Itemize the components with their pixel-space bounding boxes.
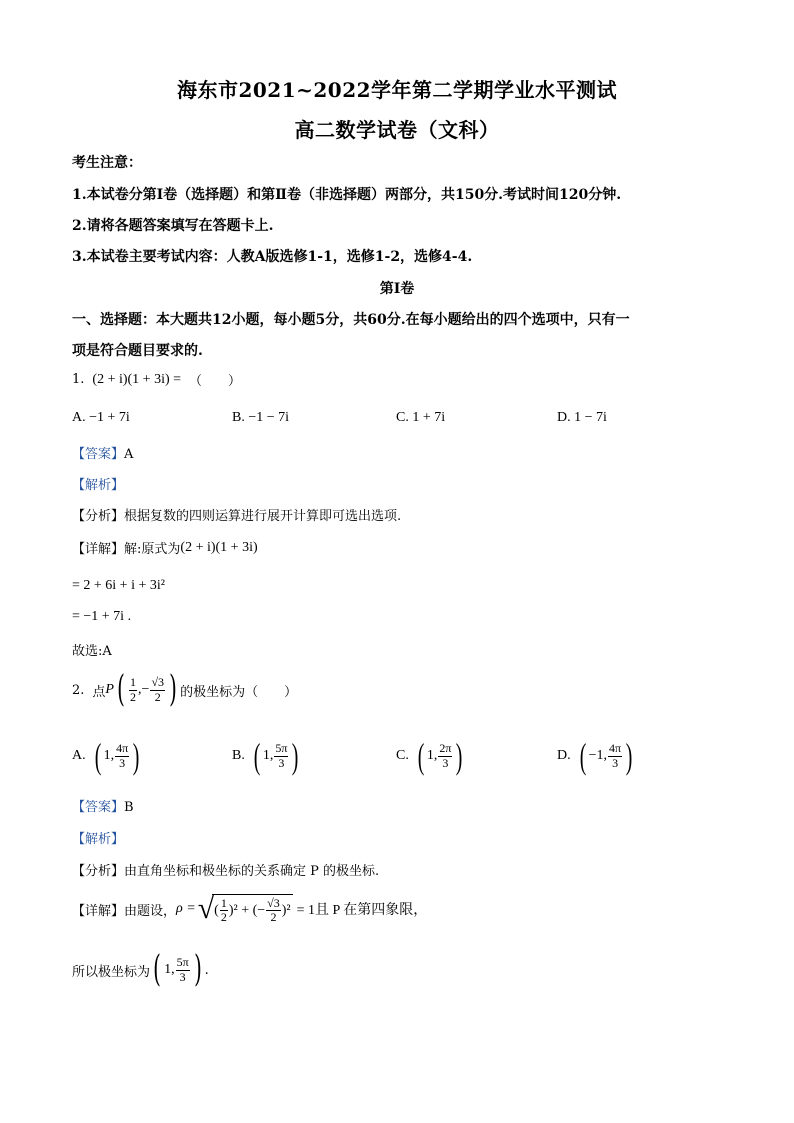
fenxi-line — [72, 505, 401, 524]
detail-line — [72, 894, 427, 924]
right-paren: ) — [456, 736, 463, 776]
detail-prefix: 解:原式为 — [124, 542, 181, 557]
fraction — [608, 742, 622, 769]
denominator: 2 — [270, 910, 277, 925]
denominator: 3 — [442, 755, 449, 770]
answer-tag: 【答案】 — [72, 447, 125, 462]
question-number: 1. — [72, 372, 85, 387]
answer-tag: 【答案】 — [72, 800, 125, 815]
option-value: 1, — [426, 748, 438, 763]
answer-line — [72, 443, 133, 462]
radical-sign: √ — [197, 892, 215, 926]
numerator: 1 — [130, 675, 137, 690]
fraction — [176, 956, 190, 983]
answer-line — [72, 796, 134, 815]
notice-item-3: 3.本试卷主要考试内容：人教A版选修1-1，选修1-2，选修4-4. — [72, 249, 473, 265]
option-b: B. −1 − 7i — [232, 410, 290, 425]
fraction — [438, 742, 452, 769]
notice-heading: 考生注意： — [72, 155, 142, 171]
option-b — [232, 738, 301, 774]
right-paren: ) — [193, 949, 202, 990]
radicand — [212, 894, 292, 924]
fenxi-tag: 【分析】 — [72, 509, 125, 524]
fenxi-text: 根据复数的四则运算进行展开计算即可选出选项. — [124, 509, 402, 524]
numerator: 2π — [439, 741, 452, 756]
option-value: 1, — [262, 748, 274, 763]
option-a — [72, 738, 142, 774]
detail-tag: 【详解】 — [72, 903, 125, 919]
option-label: B. — [232, 748, 245, 763]
radicand-part: )² + (− — [228, 902, 266, 918]
question-1-stem — [72, 370, 241, 389]
left-paren: ( — [253, 736, 261, 776]
detail-expression: (2 + i)(1 + 3i) — [180, 539, 258, 555]
fraction — [266, 897, 281, 924]
stem-suffix: 的极坐标为（ ） — [180, 684, 298, 700]
option-label: D. — [557, 748, 571, 763]
left-paren: ( — [417, 736, 425, 776]
detail-line — [72, 538, 258, 557]
denominator: 3 — [179, 969, 186, 984]
numerator: 4π — [116, 741, 129, 756]
denominator: 2 — [220, 910, 227, 925]
radicand-part: )² — [281, 902, 291, 918]
step-1: = 2 + 6i + i + 3i² — [72, 578, 165, 593]
question-number: 2. — [72, 682, 85, 698]
stem-prefix: 点 — [92, 684, 106, 700]
numerator: 5π — [176, 955, 189, 970]
denominator: 3 — [612, 755, 619, 770]
part-heading: 第Ⅰ卷 — [379, 281, 415, 297]
rho-expression: ρ = — [176, 901, 196, 917]
separator: ,− — [138, 682, 150, 697]
radicand-part: ( — [214, 902, 219, 918]
question-1-expression: (2 + i)(1 + 3i) = — [92, 371, 182, 387]
option-value: −1, — [588, 748, 608, 763]
fraction — [129, 676, 137, 703]
option-label: C. — [396, 748, 409, 763]
fenxi-line — [72, 860, 379, 879]
section-instructions-line2: 项是符合题目要求的. — [72, 343, 203, 359]
fenxi-tag: 【分析】 — [72, 864, 125, 879]
section-instructions-line1: 一、选择题：本大题共12小题，每小题5分，共60分.在每小题给出的四个选项中，只有一 — [72, 312, 630, 328]
numerator: 1 — [220, 896, 227, 910]
conclusion: 故选:A — [72, 644, 112, 659]
final-prefix: 所以极坐标为 — [72, 964, 151, 980]
fenxi-text: 由直角坐标和极坐标的关系确定 P 的极坐标. — [124, 864, 380, 879]
right-paren: ) — [169, 669, 177, 710]
numerator: 4π — [609, 741, 622, 756]
option-value: 1, — [103, 748, 115, 763]
answer-blank: （ ） — [189, 374, 242, 389]
answer-value: A — [124, 447, 134, 462]
option-d: D. 1 − 7i — [557, 410, 607, 425]
fraction — [220, 897, 228, 924]
detail-prefix: 由题设， — [124, 903, 177, 919]
analysis-tag: 【解析】 — [72, 478, 125, 493]
denominator: 3 — [278, 755, 285, 770]
option-d — [557, 738, 635, 774]
denominator: 2 — [154, 689, 161, 704]
question-2-stem — [72, 669, 298, 710]
step-2: = −1 + 7i . — [72, 609, 132, 624]
right-paren: ) — [132, 736, 140, 776]
right-paren: ) — [625, 736, 633, 776]
left-paren: ( — [579, 736, 586, 776]
option-c — [396, 738, 465, 774]
notice-item-1: 1.本试卷分第Ⅰ卷（选择题）和第Ⅱ卷（非选择题）两部分，共150分.考试时间120分钟. — [72, 187, 622, 203]
denominator: 2 — [130, 689, 137, 704]
analysis-tag: 【解析】 — [72, 832, 125, 847]
right-paren: ) — [292, 736, 299, 776]
fraction — [115, 742, 129, 769]
fraction — [274, 742, 288, 769]
final-value: 1, — [164, 962, 175, 977]
fraction — [150, 676, 165, 703]
numerator: √3 — [151, 675, 165, 690]
option-a: A. −1 + 7i — [72, 410, 130, 425]
point-label: P — [105, 682, 114, 697]
notice-item-2: 2.请将各题答案填写在答题卡上. — [72, 218, 274, 234]
result-text: = 1且 P 在第四象限， — [296, 903, 428, 919]
denominator: 3 — [119, 755, 126, 770]
option-c: C. 1 + 7i — [396, 410, 446, 425]
left-paren: ( — [94, 736, 101, 776]
detail-tag: 【详解】 — [72, 542, 125, 557]
page-title: 海东市2021~2022学年第二学期学业水平测试 — [176, 78, 618, 102]
page-subtitle: 高二数学试卷（文科） — [294, 118, 500, 142]
numerator: 5π — [275, 741, 288, 756]
numerator: √3 — [267, 896, 280, 910]
answer-value: B — [124, 800, 134, 815]
left-paren: ( — [153, 949, 161, 990]
final-line — [72, 949, 209, 990]
option-label: A. — [72, 748, 86, 763]
left-paren: ( — [117, 669, 125, 710]
period: . — [204, 962, 209, 978]
